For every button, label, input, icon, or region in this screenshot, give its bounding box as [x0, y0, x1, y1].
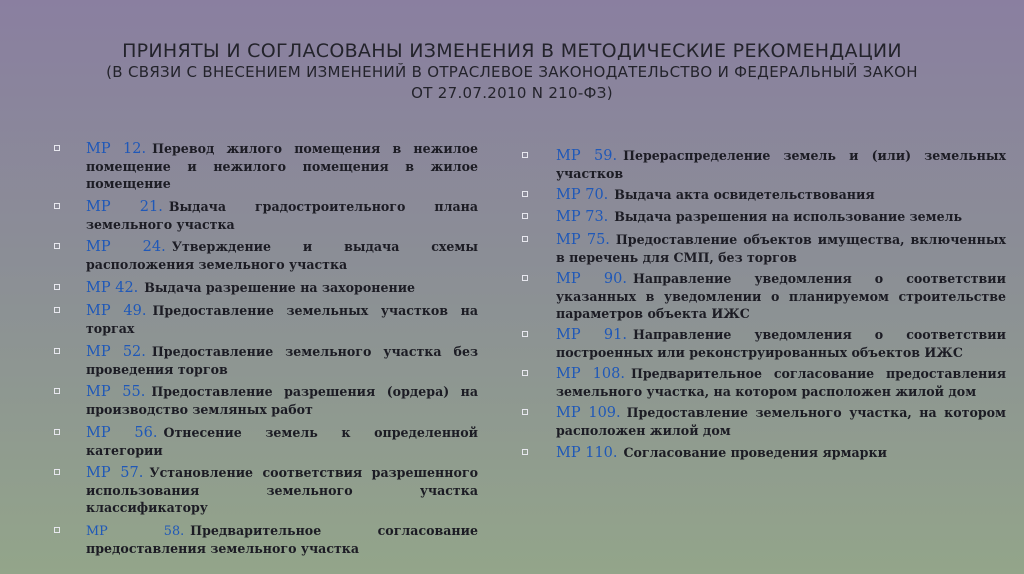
item-text: Направление уведомления о соответствии указанных в уведомлении о планируемом строительстве параметров объекта ИЖС [556, 270, 1006, 321]
item-text: Перераспределение земель и (или) земельных участков [556, 148, 1006, 181]
item-code: МР 24. [86, 239, 166, 255]
item-code: МР 57. [86, 465, 144, 481]
item-code: МР 70. [556, 187, 609, 204]
item-code: МР 42. [86, 279, 139, 296]
bullet-square-icon [54, 388, 60, 394]
item-code: МР 108. [556, 366, 625, 383]
bullet-square-icon [54, 243, 60, 249]
item-code: МР 91. [556, 326, 627, 343]
title-subtitle-date: ОТ 27.07.2010 N 210-ФЗ) [411, 84, 613, 102]
list-item [520, 326, 1006, 361]
item-text: Установление соответствия разрешенного использования земельного участка классификатору [86, 465, 478, 515]
item-text: Предоставление земельного участка без проведения торгов [86, 343, 478, 377]
list-item [52, 140, 478, 192]
item-text: Отнесение земель к определенной категории [86, 424, 478, 458]
item-text: Предварительное согласование предоставления земельного участка [86, 522, 478, 556]
bullet-square-icon [54, 469, 60, 475]
list-item [520, 208, 1006, 226]
item-code: МР 55. [86, 384, 146, 400]
list-item [52, 522, 478, 557]
list-item [52, 302, 478, 337]
list-item [52, 383, 478, 418]
item-code: МР 73. [556, 209, 609, 226]
bullet-square-icon [54, 284, 60, 290]
bullet-square-icon [522, 152, 528, 158]
bullet-square-icon [54, 307, 60, 313]
item-code: МР 12. [86, 141, 147, 157]
bullet-square-icon [522, 331, 528, 337]
item-text: Предоставление разрешения (ордера) на производство земляных работ [86, 384, 479, 417]
bullet-square-icon [522, 213, 528, 219]
item-text: Выдача разрешение на захоронение [144, 279, 416, 295]
item-text: Предоставление земельных участков на торгах [86, 303, 478, 336]
item-code: МР 21. [86, 198, 163, 215]
item-code: МР 58. [86, 523, 185, 539]
item-code: МР 59. [556, 148, 618, 164]
title-main: ПРИНЯТЫ И СОГЛАСОВАНЫ ИЗМЕНЕНИЯ В МЕТОДИЧЕСКИЕ РЕКОМЕНДАЦИИ [122, 40, 902, 62]
list-item [52, 198, 478, 233]
bullet-square-icon [522, 275, 528, 281]
bullet-square-icon [54, 203, 60, 209]
list-item [520, 444, 1006, 462]
list-item [520, 404, 1006, 439]
list-item [520, 270, 1006, 322]
list-item [52, 343, 478, 378]
slide-title [40, 40, 984, 104]
title-subtitle: (В СВЯЗИ С ВНЕСЕНИЕМ ИЗМЕНЕНИЙ В ОТРАСЛЕВОЕ ЗАКОНОДАТЕЛЬСТВО И ФЕДЕРАЛЬНЫЙ ЗАКОН [106, 63, 918, 81]
item-code: МР 49. [86, 303, 147, 319]
bullet-square-icon [522, 409, 528, 415]
item-text: Перевод жилого помещения в нежилое помещение и нежилого помещения в жилое помещение [86, 141, 478, 191]
item-code: МР 56. [86, 424, 158, 441]
item-text: Направление уведомления о соответствии построенных или реконструированных объектов ИЖС [556, 326, 1006, 360]
bullet-square-icon [522, 191, 528, 197]
bullet-square-icon [522, 236, 528, 242]
left-column-list [52, 140, 478, 562]
item-text: Предоставление земельного участка, на котором расположен жилой дом [556, 405, 1007, 439]
item-text: Выдача акта освидетельствования [614, 187, 875, 203]
right-column-list [520, 147, 1006, 466]
bullet-square-icon [54, 348, 60, 354]
item-text: Предварительное согласование предоставления земельного участка, на котором расположен жилой дом [556, 366, 1006, 400]
bullet-square-icon [54, 429, 60, 435]
item-text: Согласование проведения ярмарки [623, 444, 887, 460]
item-code: МР 75. [556, 231, 610, 248]
item-text: Выдача разрешения на использование земель [614, 209, 963, 225]
list-item [52, 424, 478, 459]
bullet-square-icon [522, 370, 528, 376]
bullet-square-icon [54, 527, 60, 533]
list-item [520, 365, 1006, 400]
item-code: МР 52. [86, 343, 146, 360]
item-text: Выдача градостроительного плана земельного участка [86, 198, 478, 232]
item-text: Утверждение и выдача схемы расположения земельного участка [86, 239, 478, 272]
item-text: Предоставление объектов имущества, включенных в перечень для СМП, без торгов [556, 231, 1006, 265]
list-item [520, 231, 1006, 266]
bullet-square-icon [522, 449, 528, 455]
list-item [520, 147, 1006, 182]
list-item [52, 464, 478, 516]
list-item [52, 279, 478, 297]
item-code: МР 110. [556, 444, 618, 461]
item-code: МР 90. [556, 270, 627, 287]
list-item [52, 238, 478, 273]
bullet-square-icon [54, 145, 60, 151]
item-code: МР 109. [556, 405, 621, 422]
list-item [520, 186, 1006, 204]
